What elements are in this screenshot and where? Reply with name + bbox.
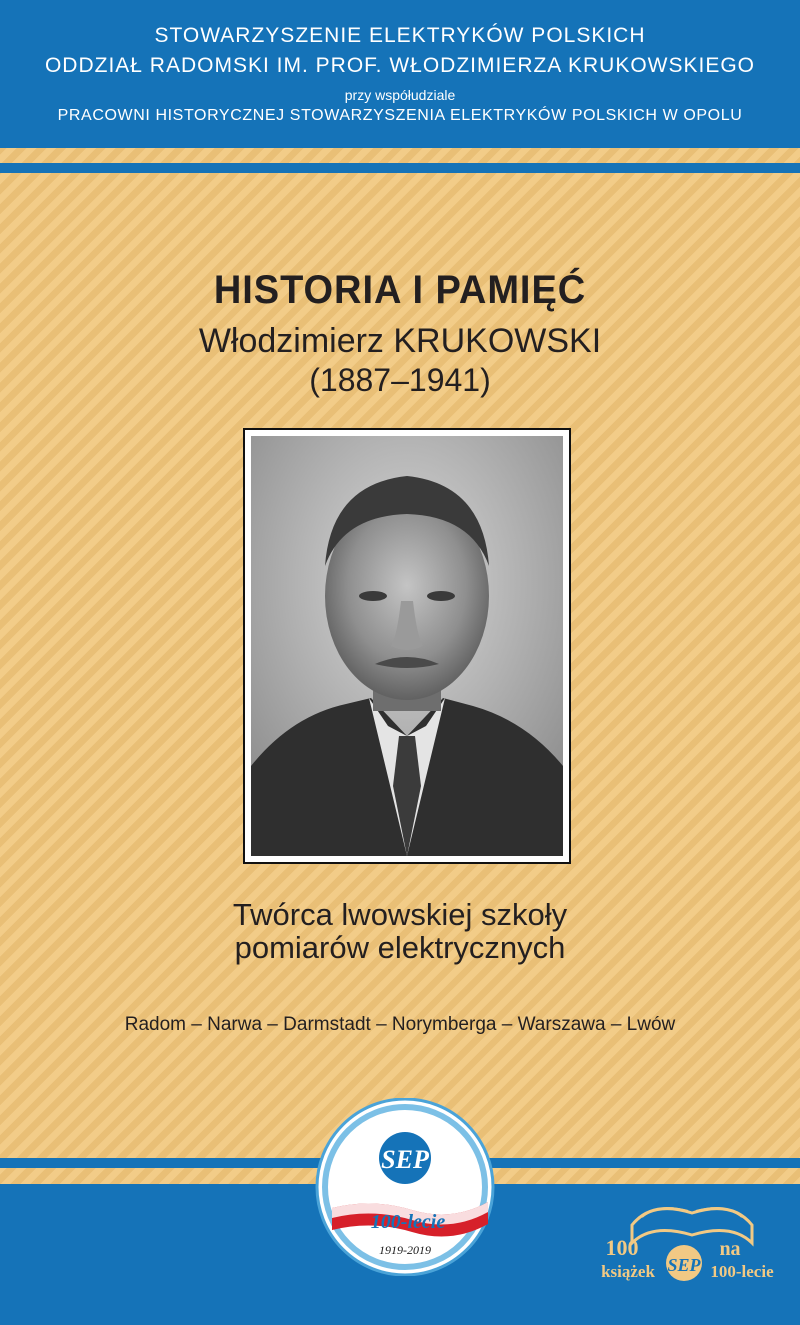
branch-name: ODDZIAŁ RADOMSKI IM. PROF. WŁODZIMIERZA KRUKOWSKIEGO: [44, 54, 756, 77]
publisher-header: [0, 0, 800, 148]
route-cities: Radom – Narwa – Darmstadt – Norymberga – Warszawa – Lwów: [124, 1014, 676, 1035]
period-text: 1919-2019: [379, 1243, 431, 1257]
person-name: Włodzimierz KRUKOWSKI: [198, 322, 602, 360]
top-divider: [0, 163, 800, 173]
book-title: HISTORIA I PAMIĘĆ: [213, 268, 587, 312]
series-logo: [592, 1195, 792, 1310]
cooperation-note: przy współudziale: [344, 87, 456, 103]
series-number: 100: [605, 1235, 639, 1260]
tagline-line-1: Twórca lwowskiej szkoły: [232, 897, 568, 932]
anniversary-text: 100-lecie: [370, 1211, 446, 1233]
partner-name: PRACOWNI HISTORYCZNEJ STOWARZYSZENIA ELEKTRYKÓW POLSKICH W OPOLU: [57, 107, 743, 124]
series-anniversary: 100-lecie: [710, 1262, 774, 1281]
series-on-word: na: [719, 1238, 741, 1260]
series-books-word: książek: [601, 1262, 655, 1281]
tagline-line-2: pomiarów elektrycznych: [234, 930, 566, 965]
sep-logo-text: SEP: [381, 1145, 429, 1174]
series-sep-logo-text: SEP: [667, 1255, 701, 1275]
sep-anniversary-badge: [312, 1098, 498, 1281]
life-years: (1887–1941): [309, 362, 491, 398]
portrait-frame: [243, 428, 571, 864]
org-name: STOWARZYSZENIE ELEKTRYKÓW POLSKICH: [154, 24, 646, 47]
portrait-photo: [251, 436, 563, 856]
